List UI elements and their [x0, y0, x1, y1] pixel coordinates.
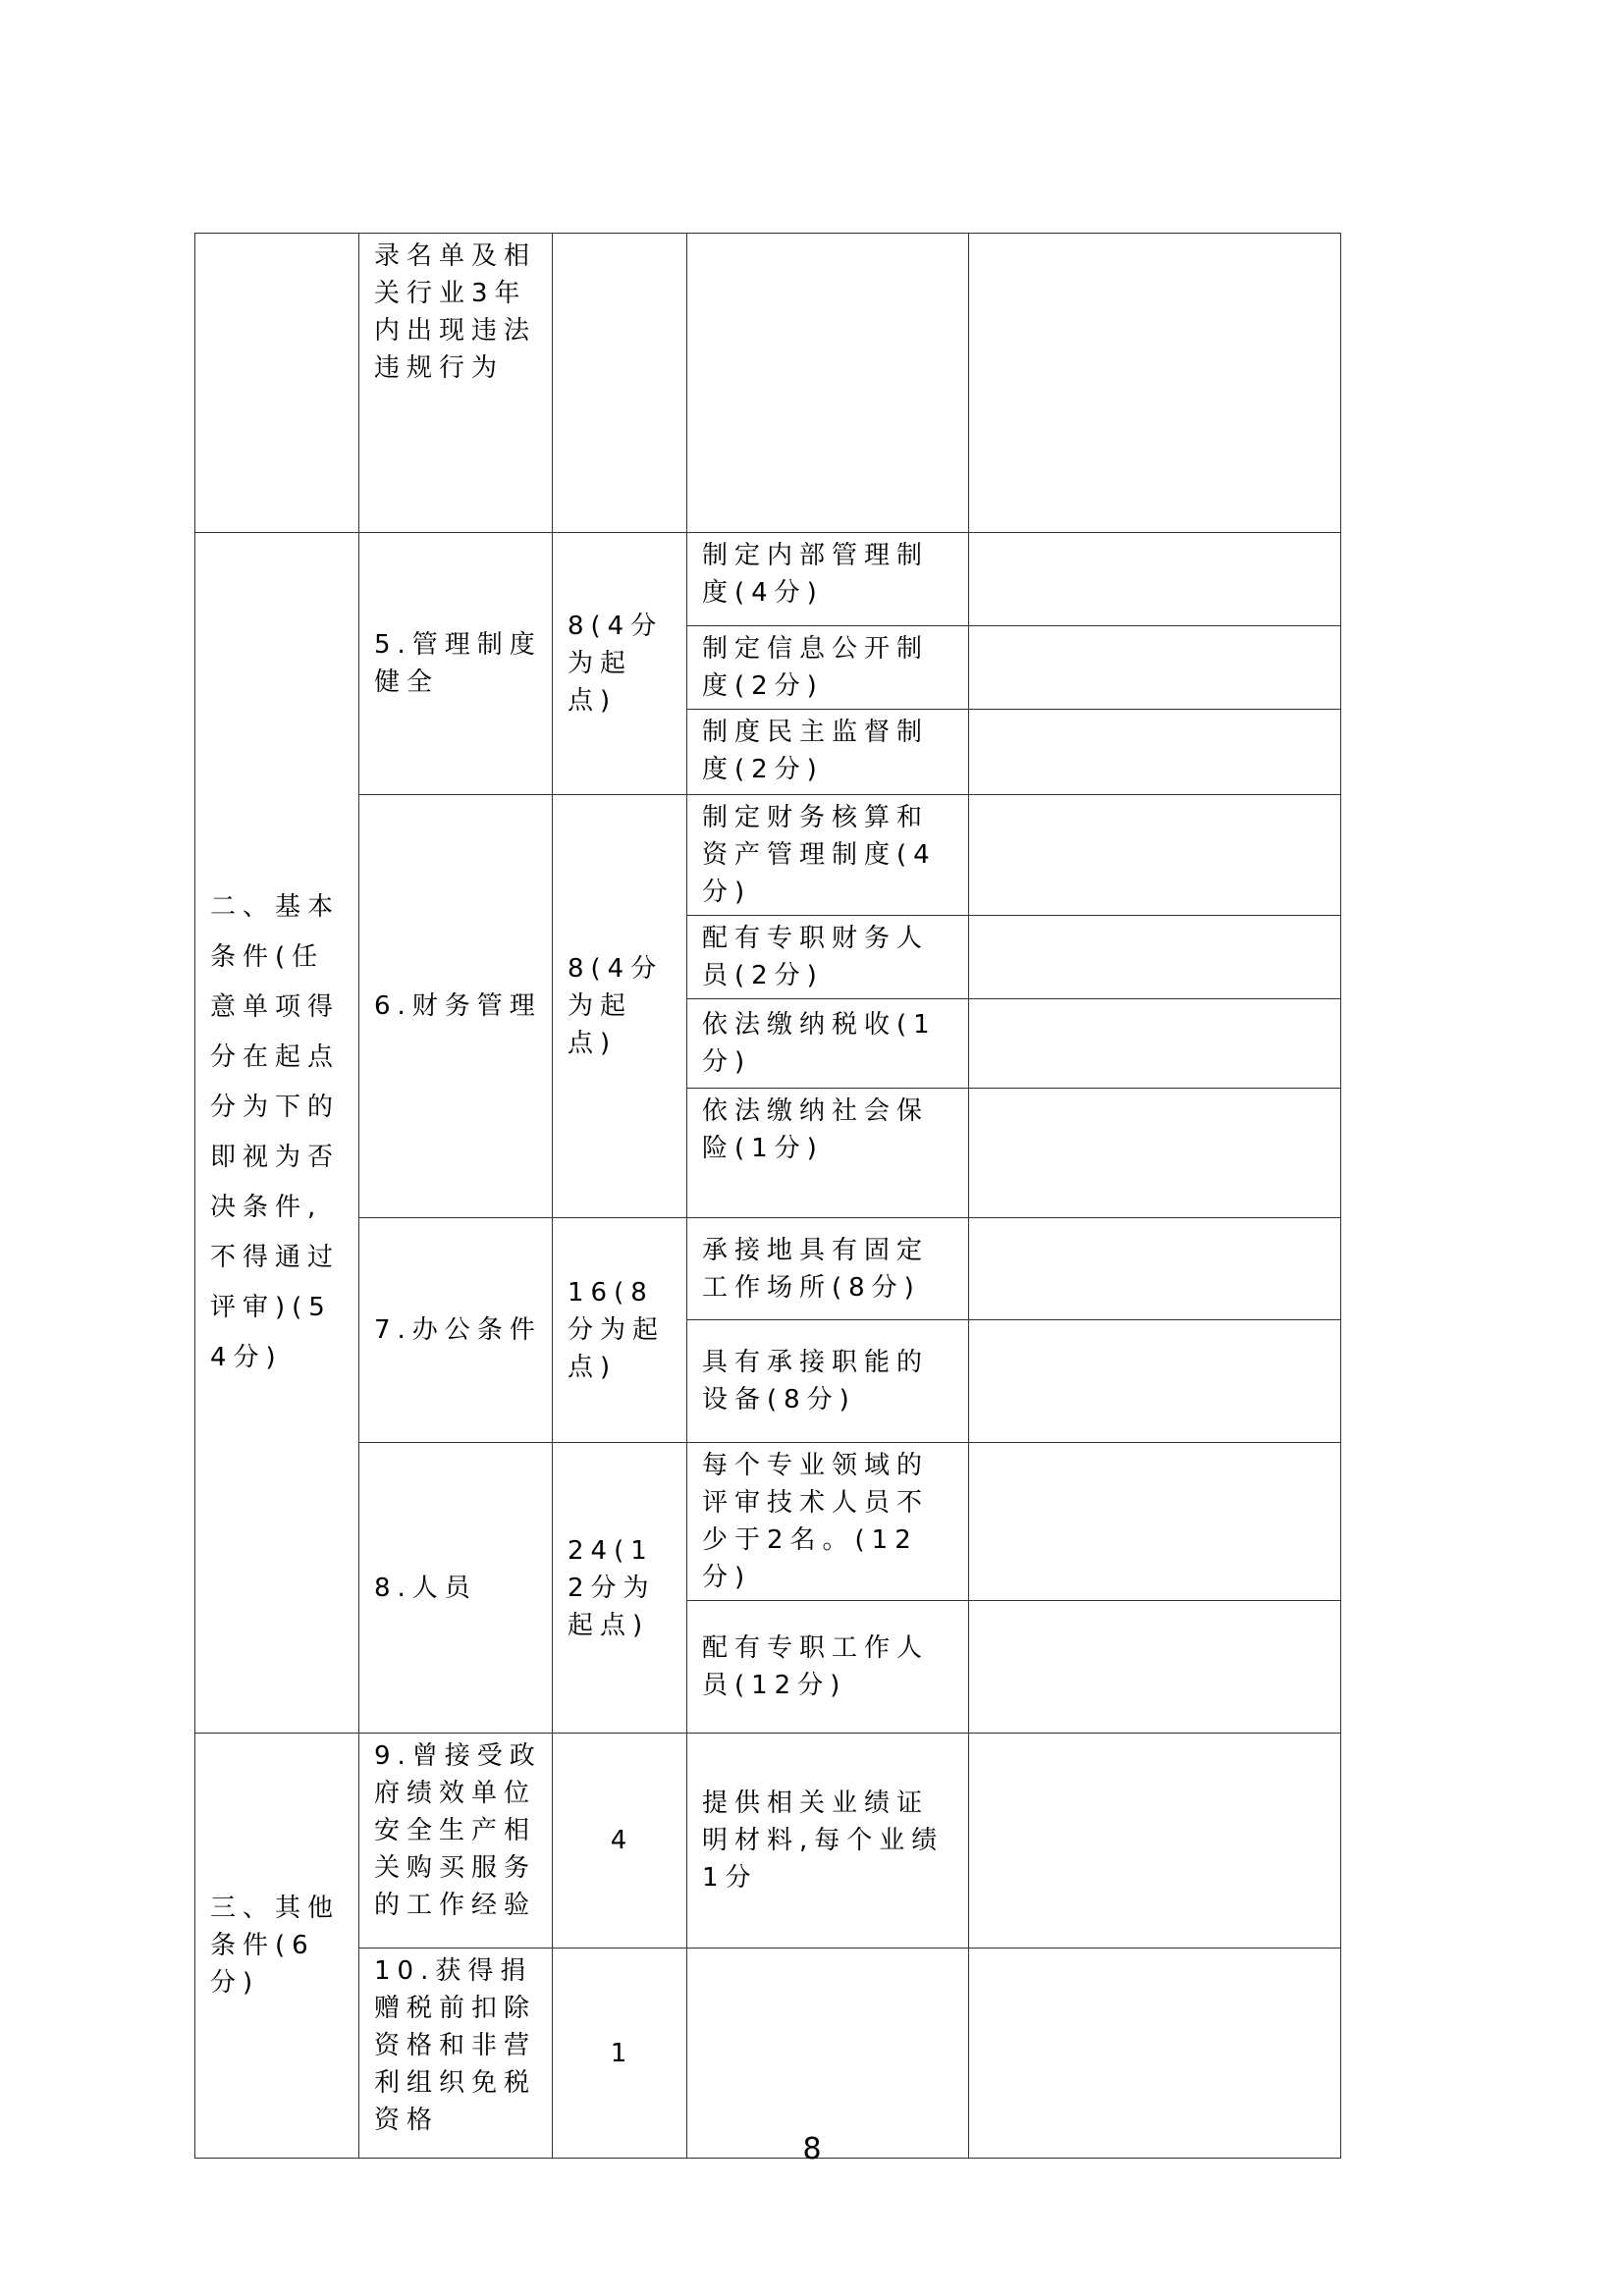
detail-cell: 具有承接职能的设备(8分) — [687, 1320, 969, 1443]
remark-cell — [969, 999, 1341, 1089]
table-row — [195, 533, 1341, 626]
remark-cell — [969, 1949, 1341, 2159]
score-cell — [553, 234, 687, 533]
remark-cell — [969, 1443, 1341, 1601]
scoring-table — [194, 233, 1341, 2159]
remark-cell — [969, 1320, 1341, 1443]
item-cell: 录名单及相关行业3年内出现违法违规行为 — [359, 234, 553, 533]
score-cell: 8(4分为起点) — [553, 795, 687, 1218]
item-cell: 9.曾接受政府绩效单位安全生产相关购买服务的工作经验 — [359, 1734, 553, 1949]
remark-cell — [969, 626, 1341, 710]
item-cell: 10.获得捐赠税前扣除资格和非营利组织免税资格 — [359, 1949, 553, 2159]
detail-cell: 制定信息公开制度(2分) — [687, 626, 969, 710]
remark-cell — [969, 1089, 1341, 1218]
table-row — [195, 1218, 1341, 1320]
remark-cell — [969, 1734, 1341, 1949]
table-row — [195, 795, 1341, 916]
table-row — [195, 1949, 1341, 2159]
table-row — [195, 1443, 1341, 1601]
table-row — [195, 1734, 1341, 1949]
detail-cell: 配有专职财务人员(2分) — [687, 916, 969, 999]
score-cell: 24(12分为起点) — [553, 1443, 687, 1734]
table-row — [195, 234, 1341, 533]
item-cell: 5.管理制度健全 — [359, 533, 553, 795]
section-label-basic: 二、基本条件(任意单项得分在起点分为下的即视为否决条件,不得通过评审)(54分) — [195, 533, 359, 1734]
remark-cell — [969, 1601, 1341, 1734]
score-cell: 4 — [553, 1734, 687, 1949]
detail-cell: 每个专业领域的评审技术人员不少于2名。(12分) — [687, 1443, 969, 1601]
page-number: 8 — [802, 2132, 822, 2166]
remark-cell — [969, 533, 1341, 626]
section-label-other: 三、其他条件(6分) — [195, 1734, 359, 2159]
detail-cell: 配有专职工作人员(12分) — [687, 1601, 969, 1734]
category-cell — [195, 234, 359, 533]
item-cell: 7.办公条件 — [359, 1218, 553, 1443]
detail-cell: 依法缴纳社会保险(1分) — [687, 1089, 969, 1218]
item-cell: 6.财务管理 — [359, 795, 553, 1218]
detail-cell: 提供相关业绩证明材料,每个业绩1分 — [687, 1734, 969, 1949]
score-cell: 1 — [553, 1949, 687, 2159]
detail-cell: 依法缴纳税收(1分) — [687, 999, 969, 1089]
item-cell: 8.人员 — [359, 1443, 553, 1734]
remark-cell — [969, 795, 1341, 916]
detail-cell — [687, 1949, 969, 2159]
score-cell: 8(4分为起点) — [553, 533, 687, 795]
remark-cell — [969, 1218, 1341, 1320]
remark-cell — [969, 710, 1341, 795]
remark-cell — [969, 234, 1341, 533]
score-cell: 16(8分为起点) — [553, 1218, 687, 1443]
remark-cell — [969, 916, 1341, 999]
detail-cell: 制度民主监督制度(2分) — [687, 710, 969, 795]
detail-cell — [687, 234, 969, 533]
detail-cell: 制定财务核算和资产管理制度(4分) — [687, 795, 969, 916]
detail-cell: 制定内部管理制度(4分) — [687, 533, 969, 626]
detail-cell: 承接地具有固定工作场所(8分) — [687, 1218, 969, 1320]
